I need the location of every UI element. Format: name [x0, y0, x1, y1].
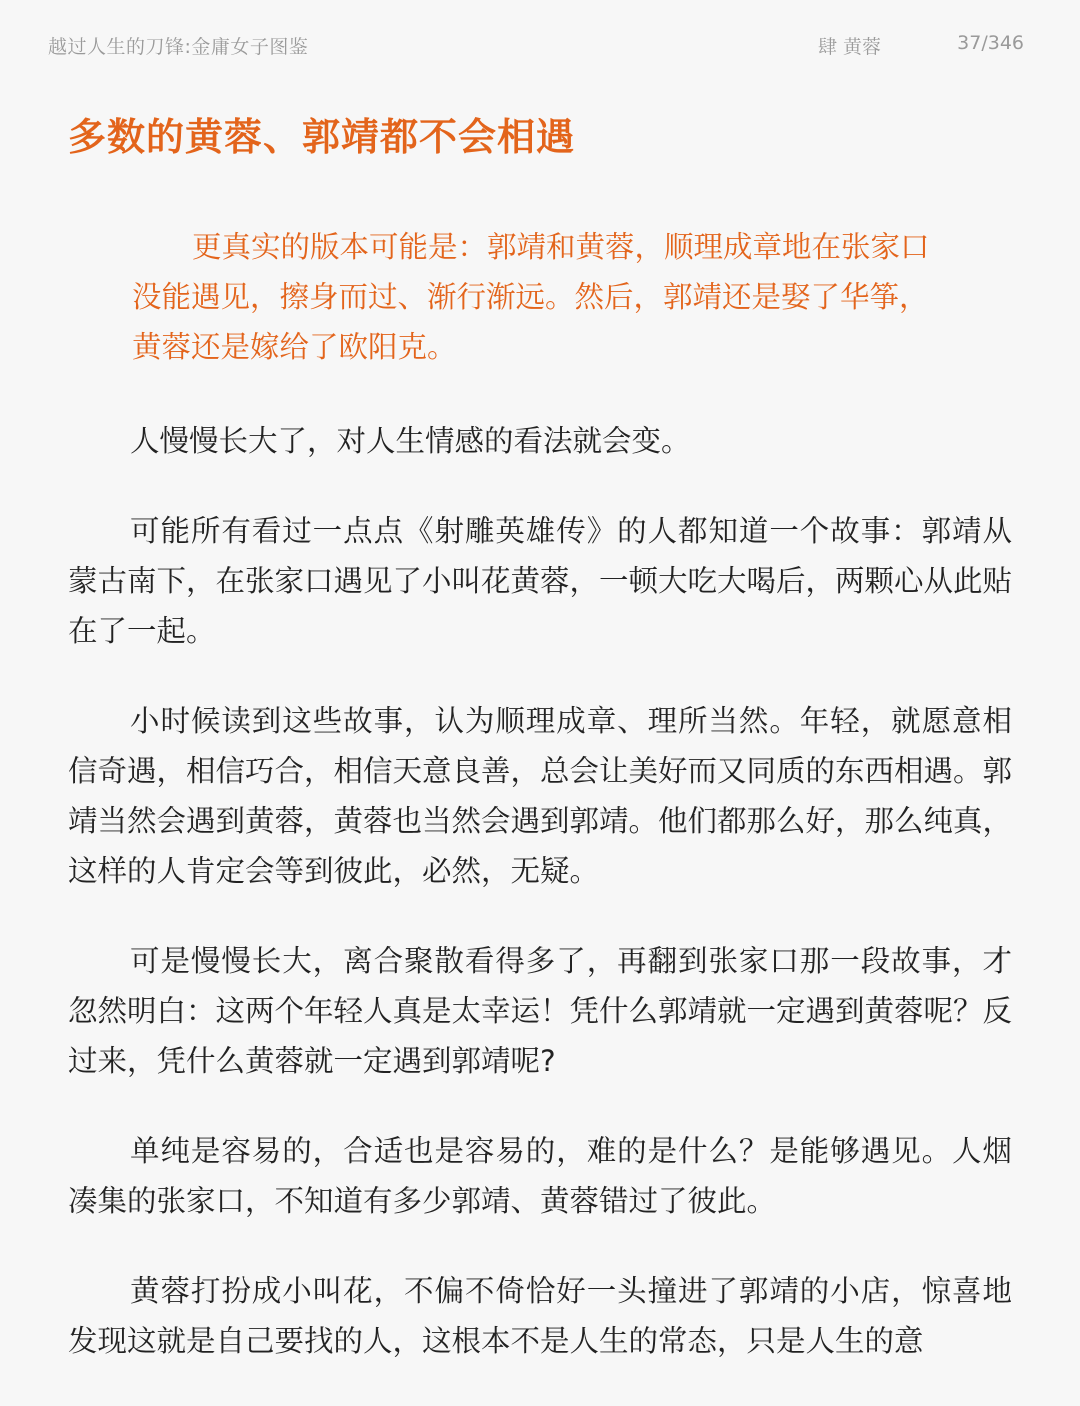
reader-header [0, 0, 1080, 90]
book-title: 越过人生的刀锋:金庸女子图鉴 [48, 36, 309, 58]
body-paragraph: 小时候读到这些故事，认为顺理成章、理所当然。年轻，就愿意相信奇遇，相信巧合，相信天意良善，总会让美好而又同质的东西相遇。郭靖当然会遇到黄蓉，黄蓉也当然会遇到郭靖。他们都那么好，那么纯真，这样的人肯定会等到彼此，必然，无疑。 [68, 704, 1013, 888]
body-paragraph: 可是慢慢长大，离合聚散看得多了，再翻到张家口那一段故事，才忽然明白：这两个年轻人真是太幸运！凭什么郭靖就一定遇到黄蓉呢？反过来，凭什么黄蓉就一定遇到郭靖呢? [68, 944, 1013, 1078]
epigraph-quote: 更真实的版本可能是：郭靖和黄蓉，顺理成章地在张家口没能遇见，擦身而过、渐行渐远。然后，郭靖还是娶了华筝，黄蓉还是嫁给了欧阳克。 [132, 230, 930, 364]
chapter-label: 肆 黄蓉 [818, 36, 882, 58]
body-paragraph: 人慢慢长大了，对人生情感的看法就会变。 [130, 424, 691, 458]
page-counter: 37/346 [957, 32, 1024, 54]
body-paragraph: 可能所有看过一点点《射雕英雄传》的人都知道一个故事：郭靖从蒙古南下，在张家口遇见了小叫花黄蓉，一顿大吃大喝后，两颗心从此贴在了一起。 [68, 514, 1013, 648]
reader-page-content [68, 112, 1012, 1406]
body-paragraph: 单纯是容易的，合适也是容易的，难的是什么？是能够遇见。人烟凑集的张家口，不知道有多少郭靖、黄蓉错过了彼此。 [68, 1134, 1012, 1218]
chapter-heading: 多数的黄蓉、郭靖都不会相遇 [68, 115, 576, 159]
body-paragraph: 黄蓉打扮成小叫花，不偏不倚恰好一头撞进了郭靖的小店，惊喜地发现这就是自己要找的人，这根本不是人生的常态，只是人生的意 [68, 1274, 1012, 1358]
